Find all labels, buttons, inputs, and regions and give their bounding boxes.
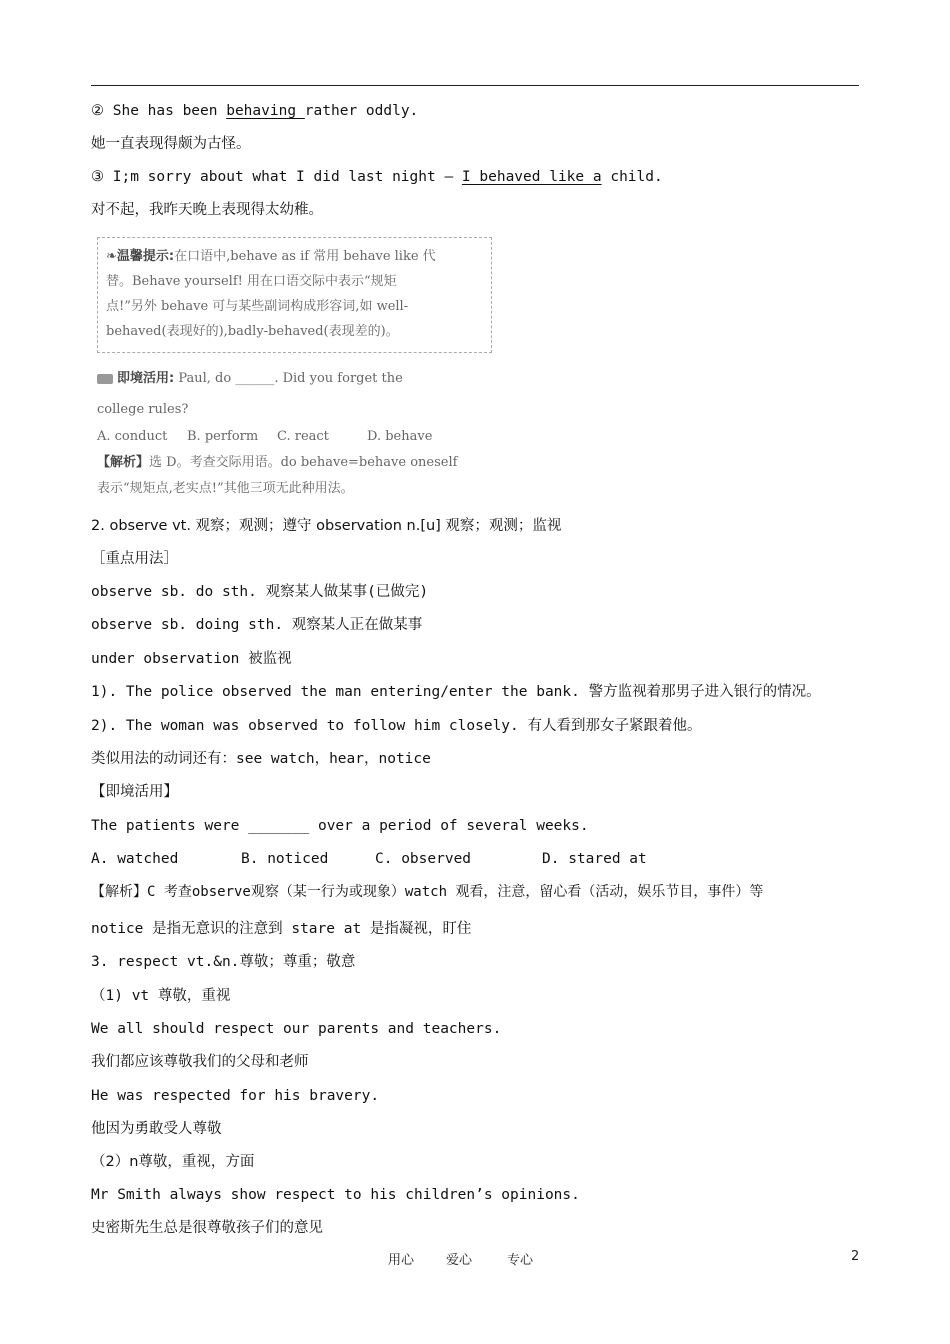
respect-example-2: He was respected for his bravery. bbox=[91, 1088, 380, 1104]
respect-example-1: We all should respect our parents and teachers. bbox=[91, 1021, 502, 1037]
respect-vt: （1) vt 尊敬，重视 bbox=[91, 988, 231, 1004]
usage-1: observe sb. do sth. 观察某人做某事(已做完) bbox=[91, 584, 429, 600]
usage-2: observe sb. doing sth. 观察某人正在做某事 bbox=[91, 617, 423, 633]
example-2-translation: 她一直表现得颇为古怪。 bbox=[91, 136, 251, 152]
heading-observe: 2. observe vt. 观察；观测；遵守 observation n.[u] 观察；观测；监视 bbox=[91, 518, 562, 534]
exercise-2-heading: 【即境活用】 bbox=[91, 784, 178, 800]
exercise-1-question-cont: college rules? bbox=[97, 402, 189, 417]
exercise-2-analysis: 【解析】C 考查observe观察（某一行为或现象）watch 观看，注意，留心看（活动，娱乐节目，事件）等 bbox=[91, 884, 764, 900]
tip-box bbox=[97, 237, 492, 353]
exercise-2-question: The patients were _______ over a period of several weeks. bbox=[91, 818, 589, 834]
footer-word-2: 爱心 bbox=[446, 1253, 473, 1268]
respect-example-1-translation: 我们都应该尊敬我们的父母和老师 bbox=[91, 1054, 309, 1070]
exercise-2-analysis-cont: notice 是指无意识的注意到 stare at 是指凝视，盯住 bbox=[91, 921, 472, 937]
observe-example-1: 1). The police observed the man entering/enter the bank. 警方监视着那男子进入银行的情况。 bbox=[91, 684, 821, 700]
exercise-1-options: A. conduct B. perform C. react D. behave bbox=[97, 429, 433, 444]
tip-line-2: 替。Behave yourself! 用在口语交际中表示“规矩 bbox=[106, 274, 397, 289]
exercise-1-analysis: 【解析】选 D。考查交际用语。do behave=behave oneself bbox=[97, 455, 458, 470]
footer-word-1: 用心 bbox=[388, 1253, 415, 1268]
page-number: 2 bbox=[851, 1249, 860, 1264]
pencil-icon bbox=[97, 374, 113, 384]
exercise-1-analysis-cont: 表示“规矩点,老实点!”其他三项无此种用法。 bbox=[97, 481, 354, 496]
example-2: ② She has been behaving rather oddly. bbox=[91, 103, 419, 119]
tip-line-1: ❧温馨提示:在口语中,behave as if 常用 behave like 代 bbox=[106, 249, 436, 264]
respect-example-3-translation: 史密斯先生总是很尊敬孩子们的意见 bbox=[91, 1220, 323, 1236]
usage-3: under observation 被监视 bbox=[91, 651, 292, 667]
key-usage-label: ［重点用法］ bbox=[91, 551, 178, 567]
tip-line-4: behaved(表现好的),badly-behaved(表现差的)。 bbox=[106, 324, 399, 339]
heading-respect: 3. respect vt.&n.尊敬；尊重；敬意 bbox=[91, 954, 356, 970]
respect-noun: （2）n尊敬，重视，方面 bbox=[91, 1154, 255, 1170]
tip-line-3: 点!”另外 behave 可与某些副词构成形容词,如 well- bbox=[106, 299, 409, 314]
respect-example-2-translation: 他因为勇敢受人尊敬 bbox=[91, 1121, 222, 1137]
tip-icon: ❧ bbox=[106, 249, 117, 264]
exercise-1-question: 即境活用: Paul, do ______. Did you forget the bbox=[97, 368, 403, 390]
example-3: ③ I;m sorry about what I did last night – I behaved like a child. bbox=[91, 169, 663, 185]
example-3-translation: 对不起，我昨天晚上表现得太幼稚。 bbox=[91, 202, 323, 218]
footer-word-3: 专心 bbox=[507, 1253, 534, 1268]
observe-example-2: 2). The woman was observed to follow him closely. 有人看到那女子紧跟着他。 bbox=[91, 718, 702, 734]
exercise-2-options: A. watched B. noticed C. observed D. stared at bbox=[91, 851, 647, 867]
header-rule bbox=[91, 85, 859, 86]
similar-verbs: 类似用法的动词还有：see watch，hear，notice bbox=[91, 751, 431, 767]
respect-example-3: Mr Smith always show respect to his children’s opinions. bbox=[91, 1187, 580, 1203]
